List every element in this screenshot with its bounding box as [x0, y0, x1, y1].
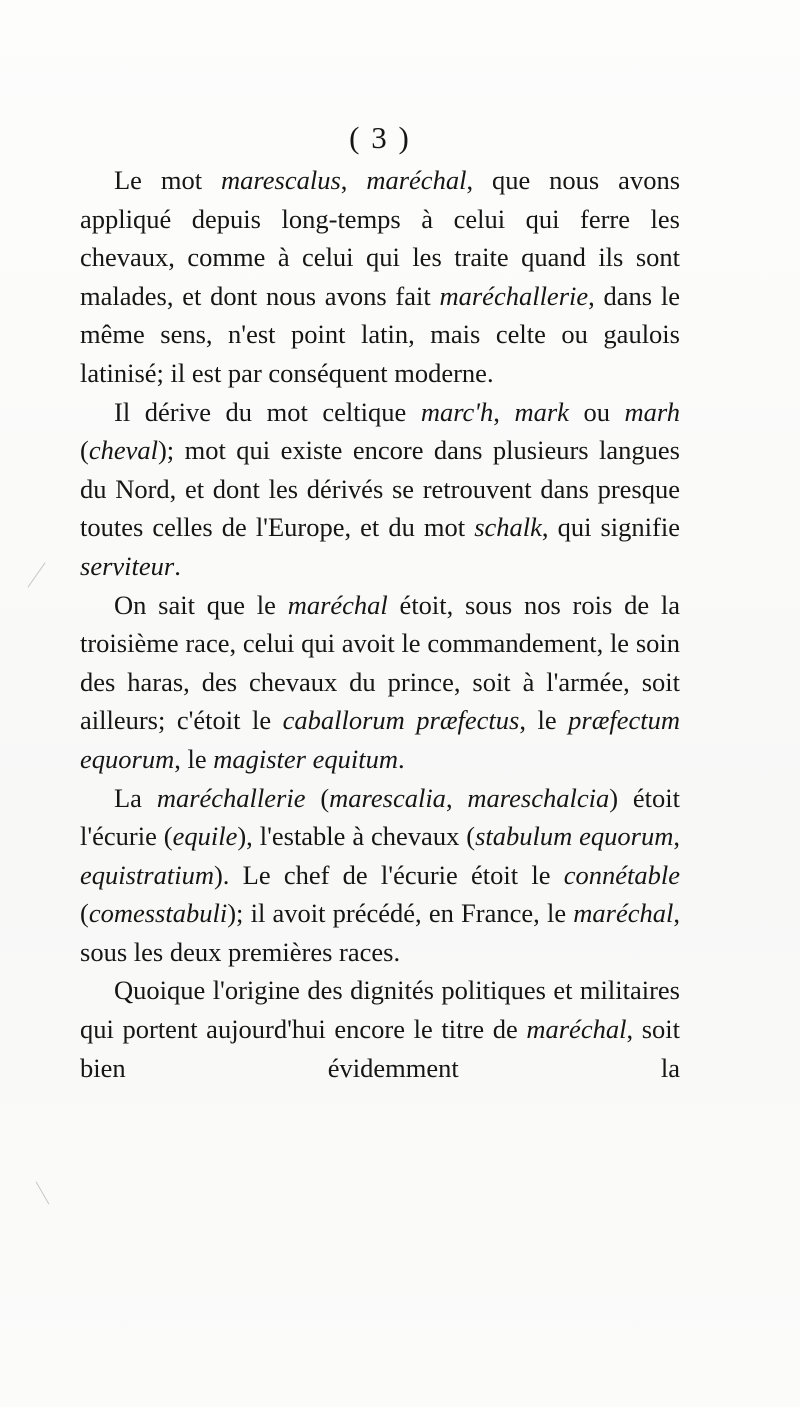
- text-run: , le: [174, 743, 214, 774]
- paragraph: [80, 161, 680, 393]
- page-edge-mark: [36, 1181, 50, 1204]
- italic-term: maréchallerie: [439, 280, 589, 311]
- text-run: (: [80, 898, 89, 929]
- italic-term: præfectum equorum: [80, 705, 680, 774]
- text-run: ) étoit l'écurie (: [80, 782, 680, 852]
- text-run: Le mot: [114, 165, 222, 195]
- italic-term: schalk: [474, 512, 542, 543]
- text-run: On sait que le: [114, 589, 288, 620]
- text-run: ,: [493, 396, 515, 427]
- text-run: , le: [519, 705, 569, 736]
- text-run: Quoique l'origine des dignités politiques et militaires qui portent aujourd'hui encore le titre de: [80, 975, 680, 1045]
- text-run: ), l'estable à chevaux (: [237, 821, 476, 852]
- italic-term: marescalus: [221, 165, 341, 195]
- text-run: (: [305, 782, 330, 813]
- italic-term: maréchallerie: [156, 782, 306, 813]
- text-run: ,: [340, 165, 367, 195]
- text-run: ); il avoit précédé, en France, le: [227, 898, 574, 929]
- italic-term: comesstabuli: [88, 898, 228, 929]
- text-run: , soit bien évidemment la: [80, 1014, 680, 1083]
- paragraph: [80, 971, 680, 1087]
- page-edge-mark: [27, 562, 45, 587]
- text-run: étoit, sous nos rois de la troisième race, celui qui avoit le commandement, le soin des haras, des chevaux du prince, soit à l'armée, soit ailleurs; c'étoit le: [80, 589, 680, 736]
- italic-term: equistratium: [80, 859, 214, 890]
- paragraph: [80, 586, 680, 779]
- italic-term: marc'h: [420, 396, 494, 427]
- text-run: .: [397, 743, 405, 774]
- italic-term: marh: [624, 396, 681, 427]
- italic-term: equile: [172, 821, 238, 852]
- body-text: [80, 161, 680, 1087]
- text-run: , dans le même sens, n'est point latin, mais celte ou gaulois latinisé; il est par conséquent moderne.: [80, 280, 680, 388]
- italic-term: mark: [514, 396, 569, 427]
- page-number: ( 3 ): [349, 120, 411, 155]
- italic-term: mareschalcia: [467, 782, 610, 813]
- text-run: , sous les deux premières races.: [80, 898, 680, 967]
- text-run: La: [114, 782, 157, 813]
- italic-term: maréchal: [287, 589, 388, 620]
- text-run: ou: [568, 396, 625, 427]
- italic-term: magister equitum: [213, 743, 398, 774]
- italic-term: marescalia: [329, 782, 446, 813]
- text-run: ,: [673, 821, 680, 852]
- italic-term: maréchal: [573, 898, 674, 929]
- paragraph: [80, 779, 680, 972]
- text-run: , qui signifie: [541, 512, 680, 543]
- paragraph: [80, 393, 680, 586]
- text-run: ,: [445, 782, 468, 813]
- italic-term: stabulum equorum: [475, 821, 674, 852]
- text-run: .: [174, 550, 181, 581]
- text-run: , que nous avons appliqué depuis long-temps à celui qui ferre les chevaux, comme à celui qui les traite quand ils sont malades, et dont nous avons fait: [80, 165, 681, 311]
- italic-term: serviteur: [80, 550, 175, 581]
- italic-term: cheval: [88, 435, 158, 466]
- text-run: Il dérive du mot celtique: [114, 396, 421, 427]
- text-run: ). Le chef de l'écurie étoit le: [213, 859, 564, 890]
- italic-term: maréchal: [366, 165, 467, 195]
- italic-term: caballorum præfectus: [282, 705, 520, 736]
- italic-term: maréchal: [526, 1014, 627, 1045]
- italic-term: connétable: [563, 859, 680, 890]
- text-run: ); mot qui existe encore dans plusieurs langues du Nord, et dont les dérivés se retrouvent dans presque toutes celles de l'Europe, et du mot: [80, 435, 680, 543]
- text-run: (: [80, 435, 89, 466]
